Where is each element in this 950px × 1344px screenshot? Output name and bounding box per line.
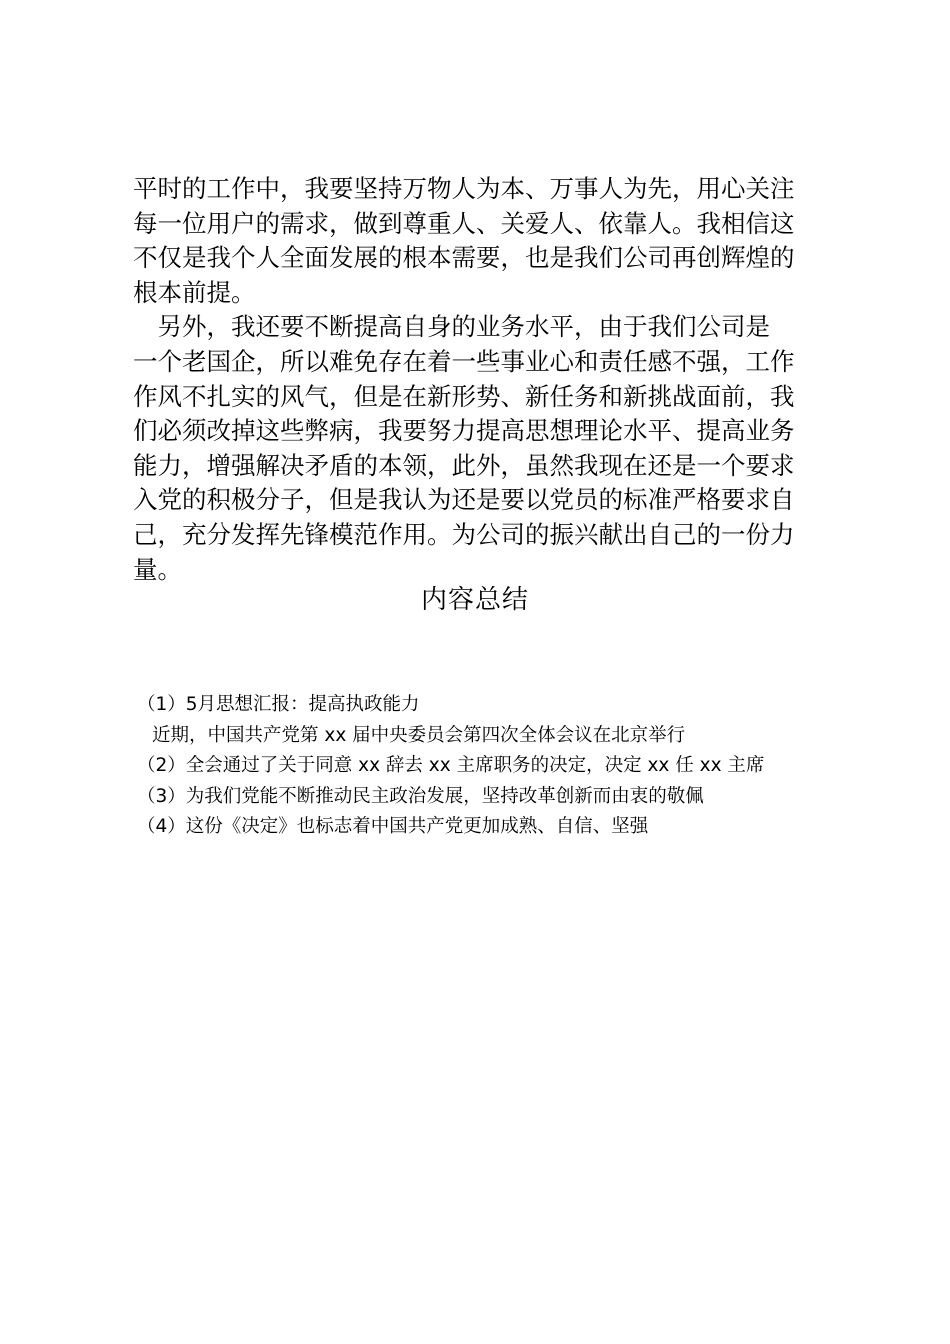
- summary-item: 近期，中国共产党第 xx 届中央委员会第四次全体会议在北京举行: [152, 724, 686, 746]
- body-line: 平时的工作中，我要坚持万物人为本、万事人为先，用心关注: [133, 174, 795, 203]
- body-paragraphs: [133, 172, 823, 587]
- summary-item: （1）5月思想汇报：提高执政能力: [137, 694, 420, 715]
- body-line: 不仅是我个人全面发展的根本需要，也是我们公司再创辉煌的: [133, 243, 795, 273]
- body-line: 们必须改掉这些弊病，我要努力提高思想理论水平、提高业务: [133, 416, 795, 446]
- summary-item: （4）这份《决定》也标志着中国共产党更加成熟、自信、坚强: [137, 816, 649, 837]
- summary-list: [137, 690, 837, 843]
- body-line: 另外，我还要不断提高自身的业务水平，由于我们公司是: [133, 312, 770, 342]
- body-line: 根本前提。: [133, 277, 256, 307]
- summary-title: 内容总结: [420, 585, 529, 615]
- body-line: 能力，增强解决矛盾的本领，此外，虽然我现在还是一个要求: [133, 450, 795, 480]
- body-line: 入党的积极分子，但是我认为还是要以党员的标准严格要求自: [133, 485, 795, 515]
- body-line: 量。: [133, 554, 182, 584]
- summary-item: （3）为我们党能不断推动民主政治发展，坚持改革创新而由衷的敬佩: [137, 785, 704, 807]
- body-line: 一个老国企，所以难免存在着一些事业心和责任感不强，工作: [133, 346, 795, 376]
- body-line: 己，充分发挥先锋模范作用。为公司的振兴献出自己的一份力: [133, 519, 795, 549]
- body-line: 作风不扎实的风气，但是在新形势、新任务和新挑战面前，我: [133, 381, 795, 411]
- summary-item: （2）全会通过了关于同意 xx 辞去 xx 主席职务的决定，决定 xx 任 xx 主席: [137, 755, 765, 776]
- body-line: 每一位用户的需求，做到尊重人、关爱人、依靠人。我相信这: [133, 208, 795, 238]
